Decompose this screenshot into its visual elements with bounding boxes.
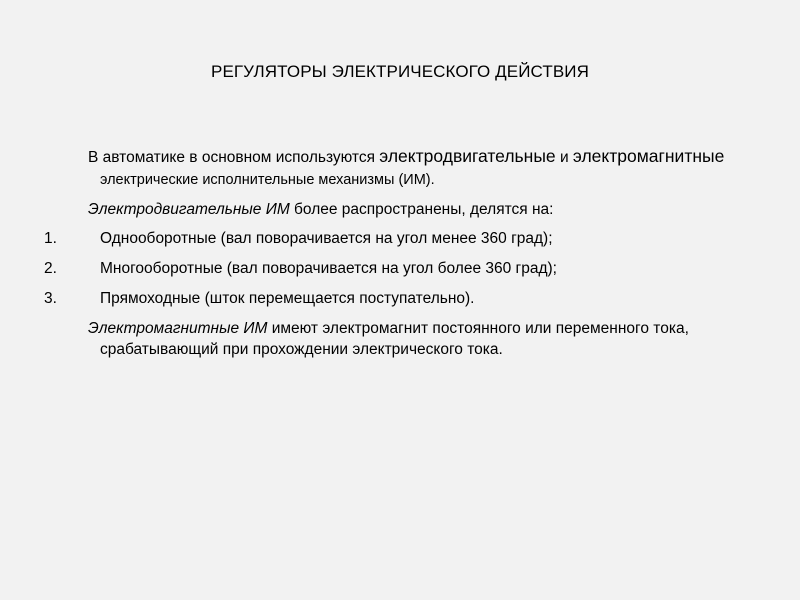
list-number: 1. <box>44 230 57 247</box>
intro-text-1: В автоматике в основном используются <box>88 149 380 166</box>
intro-term-electromotor: электродвигательные <box>379 146 556 166</box>
intro-term-electromagnetic: электромагнитные <box>572 146 725 166</box>
list-number: 2. <box>44 260 57 277</box>
electromotor-paragraph <box>44 199 764 220</box>
list-text: Прямоходные (шток перемещается поступательно). <box>100 290 475 307</box>
list-item <box>44 258 764 279</box>
intro-text-2: и <box>555 149 573 166</box>
electromagnetic-lead: Электромагнитные ИМ <box>88 320 268 337</box>
electromagnetic-rest: имеют электромагнит постоянного или переменного тока, срабатывающий при прохождении электрического тока. <box>100 320 689 358</box>
list-text: Многооборотные (вал поворачивается на угол более 360 град); <box>100 260 557 277</box>
slide-body <box>44 146 764 360</box>
list-number: 3. <box>44 290 57 307</box>
slide-title: РЕГУЛЯТОРЫ ЭЛЕКТРИЧЕСКОГО ДЕЙСТВИЯ <box>211 62 589 81</box>
intro-text-3: электрические исполнительные механизмы (ИМ). <box>100 172 435 188</box>
electromotor-lead: Электродвигательные ИМ <box>88 201 290 218</box>
electromagnetic-paragraph <box>44 318 764 360</box>
list-item <box>44 228 764 249</box>
list-text: Однооборотные (вал поворачивается на угол менее 360 град); <box>100 230 553 247</box>
list-item <box>44 288 764 309</box>
electromotor-rest: более распространены, делятся на: <box>289 201 554 218</box>
intro-paragraph <box>44 146 764 191</box>
